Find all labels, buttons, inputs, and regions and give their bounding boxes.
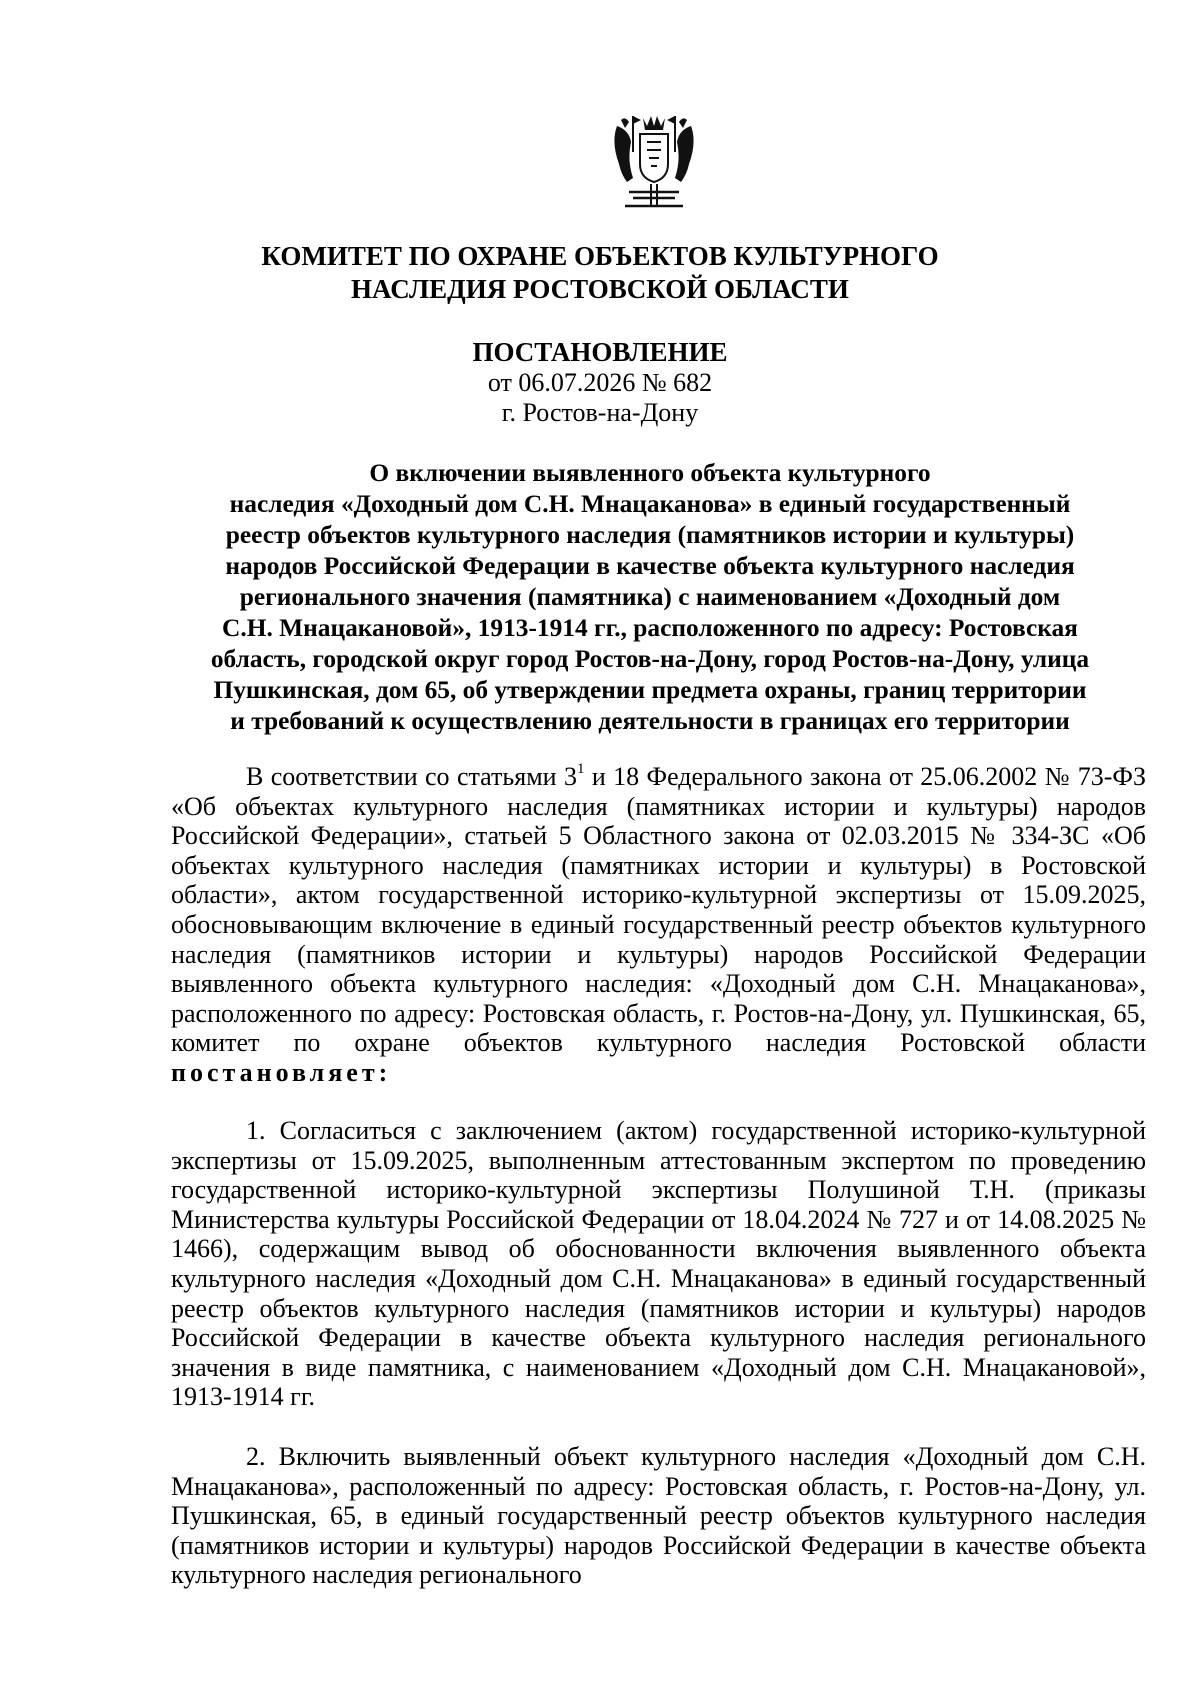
document-type: ПОСТАНОВЛЕНИЕ — [472, 337, 728, 367]
coat-of-arms-icon — [607, 112, 701, 212]
item-text: 1. Согласиться с заключением (актом) государственной историко-культурной экспертизы от 15.09.2025, выполненным аттестованным экспертом по проведению государственной историко-культурной экспертизы Полушиной Т.Н. (приказы Министерства культуры Российской Федерации от 18.04.2024 № 727 и от 14.08.2025 № 1466), содержащим вывод об обоснованности включения выявленного объекта культурного наследия «Доходный дом С.Н. Мнацаканова» в единый государственный реестр объектов культурного наследия (памятников истории и культуры) народов Российской Федерации в качестве объекта культурного наследия регионального значения в виде памятника, с наименованием «Доходный дом С.Н. Мнацакановой», 1913-1914 гг. — [171, 1116, 1146, 1412]
resolution-item-2 — [171, 1442, 1146, 1590]
subject-line: О включении выявленного объекта культурного — [369, 459, 931, 487]
preamble-text-rest: и 18 Федерального закона от 25.06.2002 № 73-ФЗ «Об объектах культурного наследия (памятниках истории и культуры) народов Российской Федерации», статьей 5 Областного закона от 02.03.2015 № 334-ЗС «Об объектах культурного наследия (памятниках истории и культуры) в Ростовской области», актом государственной историко-культурной экспертизы от 15.09.2025, обосновывающим включение в единый государственный реестр объектов культурного наследия (памятников истории и культуры) народов Российской Федерации выявленного объекта культурного наследия: «Доходный дом С.Н. Мнацаканова», расположенного по адресу: Ростовская область, г. Ростов-на-Дону, ул. Пушкинская, 65, комитет по охране объектов культурного наследия Ростовской области — [171, 762, 1146, 1058]
subject-line: и требований к осуществлению деятельности в границах его территории — [230, 707, 1070, 735]
authority-line-1: КОМИТЕТ ПО ОХРАНЕ ОБЪЕКТОВ КУЛЬТУРНОГО — [261, 241, 939, 271]
resolves-word: постановляет: — [171, 1057, 392, 1087]
item-text: 2. Включить выявленный объект культурного наследия «Доходный дом С.Н. Мнацаканова», расположенный по адресу: Ростовская область, г. Ростов-на-Дону, ул. Пушкинская, 65, в единый государственный реестр объектов культурного наследия (памятников истории и культуры) народов Российской Федерации в качестве объекта культурного наследия регионального — [171, 1442, 1146, 1590]
subject-line: наследия «Доходный дом С.Н. Мнацаканова» в единый государственный — [229, 490, 1071, 518]
subject-line: регионального значения (памятника) с наименованием «Доходный дом — [239, 583, 1061, 611]
authority-line-2: НАСЛЕДИЯ РОСТОВСКОЙ ОБЛАСТИ — [351, 274, 849, 304]
article-superscript: 1 — [576, 761, 585, 778]
subject-line: область, городской округ город Ростов-на-Дону, город Ростов-на-Дону, улица — [210, 645, 1090, 673]
document-date-number: от 06.07.2026 № 682 — [487, 368, 713, 397]
preamble-text-start: В соответствии со статьями 3 — [246, 762, 577, 791]
preamble-paragraph — [171, 762, 1146, 1088]
document-subject — [170, 458, 1130, 737]
subject-line: реестр объектов культурного наследия (памятников истории и культуры) — [225, 521, 1075, 549]
document-meta — [150, 368, 1050, 428]
issuing-authority — [150, 240, 1050, 306]
resolution-item-1 — [171, 1116, 1146, 1412]
document-city: г. Ростов-на-Дону — [501, 398, 699, 427]
subject-line: Пушкинская, дом 65, об утверждении предмета охраны, границ территории — [213, 676, 1087, 704]
subject-line: С.Н. Мнацакановой», 1913-1914 гг., расположенного по адресу: Ростовская — [222, 614, 1078, 642]
subject-line: народов Российской Федерации в качестве объекта культурного наследия — [225, 552, 1075, 580]
